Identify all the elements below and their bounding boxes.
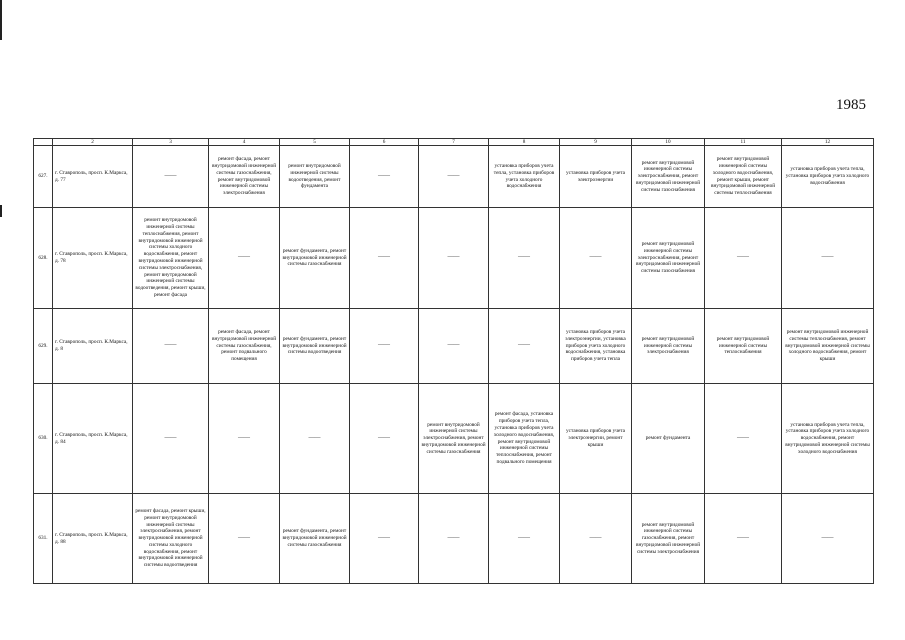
work-cell: установка приборов учета тепла, установка приборов учета холодного водоснабжения, ремонт внутридомовой инженерной системы холодного водоснабжения [782, 384, 874, 494]
work-cell: ремонт фасада, ремонт крыши, ремонт внутридомовой инженерной системы электроснабжения, ремонт внутридомовой инженерной системы холодного водоснабжения, ремонт внутридомовой инженерной системы водоотведения [133, 494, 209, 584]
column-header: 5 [280, 139, 350, 146]
work-cell: —— [350, 208, 419, 309]
work-cell: ремонт фундамента, ремонт внутридомовой инженерной системы газоснабжения [280, 494, 350, 584]
table-row [34, 384, 874, 494]
work-cell: ремонт внутридомовой инженерной системы электроснабжения, ремонт внутридомовой инженерной системы газоснабжения [632, 208, 705, 309]
work-cell: —— [350, 494, 419, 584]
work-cell: установка приборов учета электроэнергии, установка приборов учета холодного водоснабжения, установка приборов учета тепла [560, 309, 632, 384]
table-row [34, 208, 874, 309]
row-number: 627. [34, 146, 53, 208]
work-cell: ремонт внутридомовой инженерной системы газоснабжения, ремонт внутридомовой инженерной системы электроснабжения [632, 494, 705, 584]
work-cell: ремонт фасада, ремонт внутридомовой инженерной системы газоснабжения, ремонт подвального помещения [209, 309, 280, 384]
row-number: 629. [34, 309, 53, 384]
work-cell: ремонт фасада, установка приборов учета тепла, установка приборов учета холодного водоснабжения, ремонт внутридомовой инженерной системы теплоснабжения, ремонт подвального помещения [489, 384, 560, 494]
work-cell: ремонт внутридомовой инженерной системы электроснабжения, ремонт внутридомовой инженерной системы газоснабжения [419, 384, 489, 494]
page-number: 1985 [836, 97, 866, 113]
work-cell: ремонт внутридомовой инженерной системы водоотведения, ремонт фундамента [280, 146, 350, 208]
column-header: 2 [53, 139, 133, 146]
work-cell: установка приборов учета электроэнергии, ремонт крыши [560, 384, 632, 494]
work-cell: ремонт внутридомовой инженерной системы теплоснабжения, ремонт внутридомовой инженерной системы холодного водоснабжения, ремонт внутридомовой инженерной системы электроснабжения, ремонт внутридомовой инженерной системы водоотведения, ремонт крыши, ремонт фасада [133, 208, 209, 309]
repair-schedule-table [33, 138, 874, 584]
work-cell: —— [209, 208, 280, 309]
work-cell: —— [782, 494, 874, 584]
left-edge-tick [0, 205, 2, 217]
work-cell: —— [419, 309, 489, 384]
column-header: 10 [632, 139, 705, 146]
work-cell: —— [705, 494, 782, 584]
left-edge-mark [0, 0, 2, 40]
column-header: 6 [350, 139, 419, 146]
column-header: 11 [705, 139, 782, 146]
work-cell: —— [419, 208, 489, 309]
row-number: 631. [34, 494, 53, 584]
work-cell: установка приборов учета тепла, установка приборов учета холодного водоснабжения [782, 146, 874, 208]
work-cell: —— [209, 494, 280, 584]
work-cell: установка приборов учета электроэнергии [560, 146, 632, 208]
address-cell: г. Ставрополь, просп. К.Маркса, д. 77 [53, 146, 133, 208]
work-cell: —— [133, 146, 209, 208]
work-cell: —— [705, 384, 782, 494]
work-cell: —— [419, 146, 489, 208]
column-header [34, 139, 53, 146]
work-cell: —— [419, 494, 489, 584]
work-cell: ремонт фундамента [632, 384, 705, 494]
column-header: 8 [489, 139, 560, 146]
work-cell: —— [489, 494, 560, 584]
work-cell: —— [489, 309, 560, 384]
work-cell: —— [133, 384, 209, 494]
work-cell: ремонт фундамента, ремонт внутридомовой инженерной системы газоснабжения [280, 208, 350, 309]
work-cell: установка приборов учета тепла, установка приборов учета холодного водоснабжения [489, 146, 560, 208]
work-cell: ремонт внутридомовой инженерной системы электроснабжения, ремонт внутридомовой инженерной системы газоснабжения [632, 146, 705, 208]
work-cell: ремонт внутридомовой инженерной системы электроснабжения [632, 309, 705, 384]
address-cell: г. Ставрополь, просп. К.Маркса, д. 88 [53, 494, 133, 584]
work-cell: —— [133, 309, 209, 384]
address-cell: г. Ставрополь, просп. К.Маркса, д. 78 [53, 208, 133, 309]
column-header: 3 [133, 139, 209, 146]
table-row [34, 494, 874, 584]
address-cell: г. Ставрополь, просп. К.Маркса, д. 84 [53, 384, 133, 494]
work-cell: —— [705, 208, 782, 309]
work-cell: —— [209, 384, 280, 494]
work-cell: ремонт внутридомовой инженерной системы теплоснабжения, ремонт внутридомовой инженерной системы холодного водоснабжения, ремонт крыши [782, 309, 874, 384]
work-cell: ремонт фасада, ремонт внутридомовой инженерной системы газоснабжения, ремонт внутридомовой инженерной системы электроснабжения [209, 146, 280, 208]
column-header: 12 [782, 139, 874, 146]
column-header: 7 [419, 139, 489, 146]
row-number: 630. [34, 384, 53, 494]
work-cell: —— [560, 494, 632, 584]
work-cell: ремонт внутридомовой инженерной системы холодного водоснабжения, ремонт крыши, ремонт внутридомовой инженерной системы теплоснабжения [705, 146, 782, 208]
table-row [34, 309, 874, 384]
address-cell: г. Ставрополь, просп. К.Маркса, д. 8 [53, 309, 133, 384]
work-cell: —— [782, 208, 874, 309]
work-cell: ремонт внутридомовой инженерной системы теплоснабжения [705, 309, 782, 384]
header-row [34, 139, 874, 146]
column-header: 4 [209, 139, 280, 146]
work-cell: —— [560, 208, 632, 309]
work-cell: —— [350, 384, 419, 494]
work-cell: —— [280, 384, 350, 494]
row-number: 628. [34, 208, 53, 309]
work-cell: —— [350, 309, 419, 384]
work-cell: —— [350, 146, 419, 208]
work-cell: —— [489, 208, 560, 309]
work-cell: ремонт фундамента, ремонт внутридомовой инженерной системы водоотведения [280, 309, 350, 384]
table-body [34, 139, 874, 584]
column-header: 9 [560, 139, 632, 146]
table-row [34, 146, 874, 208]
